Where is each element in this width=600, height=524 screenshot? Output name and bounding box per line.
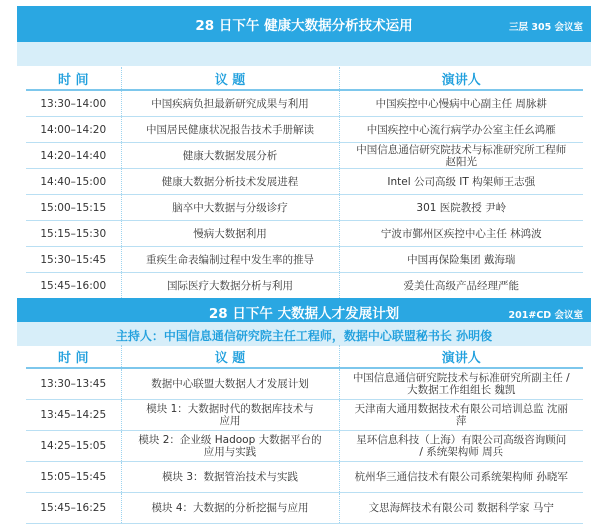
table-row: [26, 400, 583, 431]
header-speaker: 演讲人: [339, 67, 583, 90]
row-topic: 健康大数据发展分析: [121, 143, 339, 169]
row-speaker: 中国再保险集团 戴海瑞: [339, 247, 583, 273]
row-speaker: 中国信息通信研究院技术与标准研究所副主任 / 大数据工作组组长 魏凯: [339, 368, 583, 400]
table-row: [26, 195, 583, 221]
row-time: 14:40–15:00: [26, 169, 121, 195]
section1-title: 28 日下午 健康大数据分析技术运用: [195, 18, 413, 34]
row-time: 15:45–16:00: [26, 273, 121, 299]
row-topic: 中国疾病负担最新研究成果与利用: [121, 90, 339, 117]
row-speaker: 星环信息科技（上海）有限公司高级咨询顾问 / 系统架构师 周兵: [339, 431, 583, 462]
row-speaker: 中国疾控中心流行病学办公室主任幺鸿雁: [339, 117, 583, 143]
row-topic: 模块 2：企业级 Hadoop 大数据平台的应用与实践: [121, 431, 339, 462]
row-speaker: 301 医院教授 尹岭: [339, 195, 583, 221]
row-time: 15:30–15:45: [26, 247, 121, 273]
header-topic: 议 题: [121, 345, 339, 368]
table-row: [26, 368, 583, 400]
header-time: 时 间: [26, 67, 121, 90]
row-topic: 数据中心联盟大数据人才发展计划: [121, 368, 339, 400]
section2-subband: [17, 322, 591, 346]
row-time: 15:05–15:45: [26, 462, 121, 493]
row-topic: 模块 3：数据管治技术与实践: [121, 462, 339, 493]
section2-table: [26, 345, 583, 524]
row-time: 13:45–14:25: [26, 400, 121, 431]
table-row: [26, 493, 583, 524]
row-topic: 国际医疗大数据分析与利用: [121, 273, 339, 299]
row-time: 15:00–15:15: [26, 195, 121, 221]
table-header-row: [26, 67, 583, 90]
row-time: 14:25–15:05: [26, 431, 121, 462]
row-speaker: 宁波市鄞州区疾控中心主任 林鸿波: [339, 221, 583, 247]
table-row: [26, 273, 583, 299]
table-row: [26, 143, 583, 169]
row-topic: 健康大数据分析技术发展进程: [121, 169, 339, 195]
row-time: 13:30–14:00: [26, 90, 121, 117]
row-speaker: 文思海辉技术有限公司 数据科学家 马宁: [339, 493, 583, 524]
table-row: [26, 90, 583, 117]
header-speaker: 演讲人: [339, 345, 583, 368]
row-topic: 慢病大数据利用: [121, 221, 339, 247]
row-time: 15:15–15:30: [26, 221, 121, 247]
row-topic: 模块 1：大数据时代的数据库技术与应用: [121, 400, 339, 431]
section1-room: 三层 305 会议室: [509, 22, 583, 33]
row-speaker: 中国信息通信研究院技术与标准研究所工程师 赵阳光: [339, 143, 583, 169]
table-row: [26, 117, 583, 143]
row-speaker: 天津南大通用数据技术有限公司培训总监 沈丽萍: [339, 400, 583, 431]
row-topic: 模块 4：大数据的分析挖掘与应用: [121, 493, 339, 524]
section2-title: 28 日下午 大数据人才发展计划: [208, 306, 400, 322]
section2-header: [17, 298, 591, 346]
row-speaker: 中国疾控中心慢病中心副主任 周脉耕: [339, 90, 583, 117]
row-speaker: 杭州华三通信技术有限公司系统架构师 孙晓军: [339, 462, 583, 493]
row-time: 13:30–13:45: [26, 368, 121, 400]
row-time: 14:00–14:20: [26, 117, 121, 143]
table-row: [26, 169, 583, 195]
section1-subband: [17, 42, 591, 66]
row-speaker: Intel 公司高级 IT 构架师王志强: [339, 169, 583, 195]
row-time: 15:45–16:25: [26, 493, 121, 524]
header-topic: 议 题: [121, 67, 339, 90]
row-time: 14:20–14:40: [26, 143, 121, 169]
table-header-row: [26, 345, 583, 368]
header-time: 时 间: [26, 345, 121, 368]
section2-host: 主持人：中国信息通信研究院主任工程师，数据中心联盟秘书长 孙明俊: [115, 329, 493, 343]
row-topic: 中国居民健康状况报告技术手册解读: [121, 117, 339, 143]
table-row: [26, 431, 583, 462]
row-topic: 重疾生命表编制过程中发生率的推导: [121, 247, 339, 273]
section2-room: 201#CD 会议室: [508, 310, 583, 321]
row-speaker: 爱美仕高级产品经理严能: [339, 273, 583, 299]
row-topic: 脑卒中大数据与分级诊疗: [121, 195, 339, 221]
table-row: [26, 247, 583, 273]
table-row: [26, 462, 583, 493]
section1-header: [17, 6, 591, 66]
table-row: [26, 221, 583, 247]
section1-table: [26, 67, 583, 299]
